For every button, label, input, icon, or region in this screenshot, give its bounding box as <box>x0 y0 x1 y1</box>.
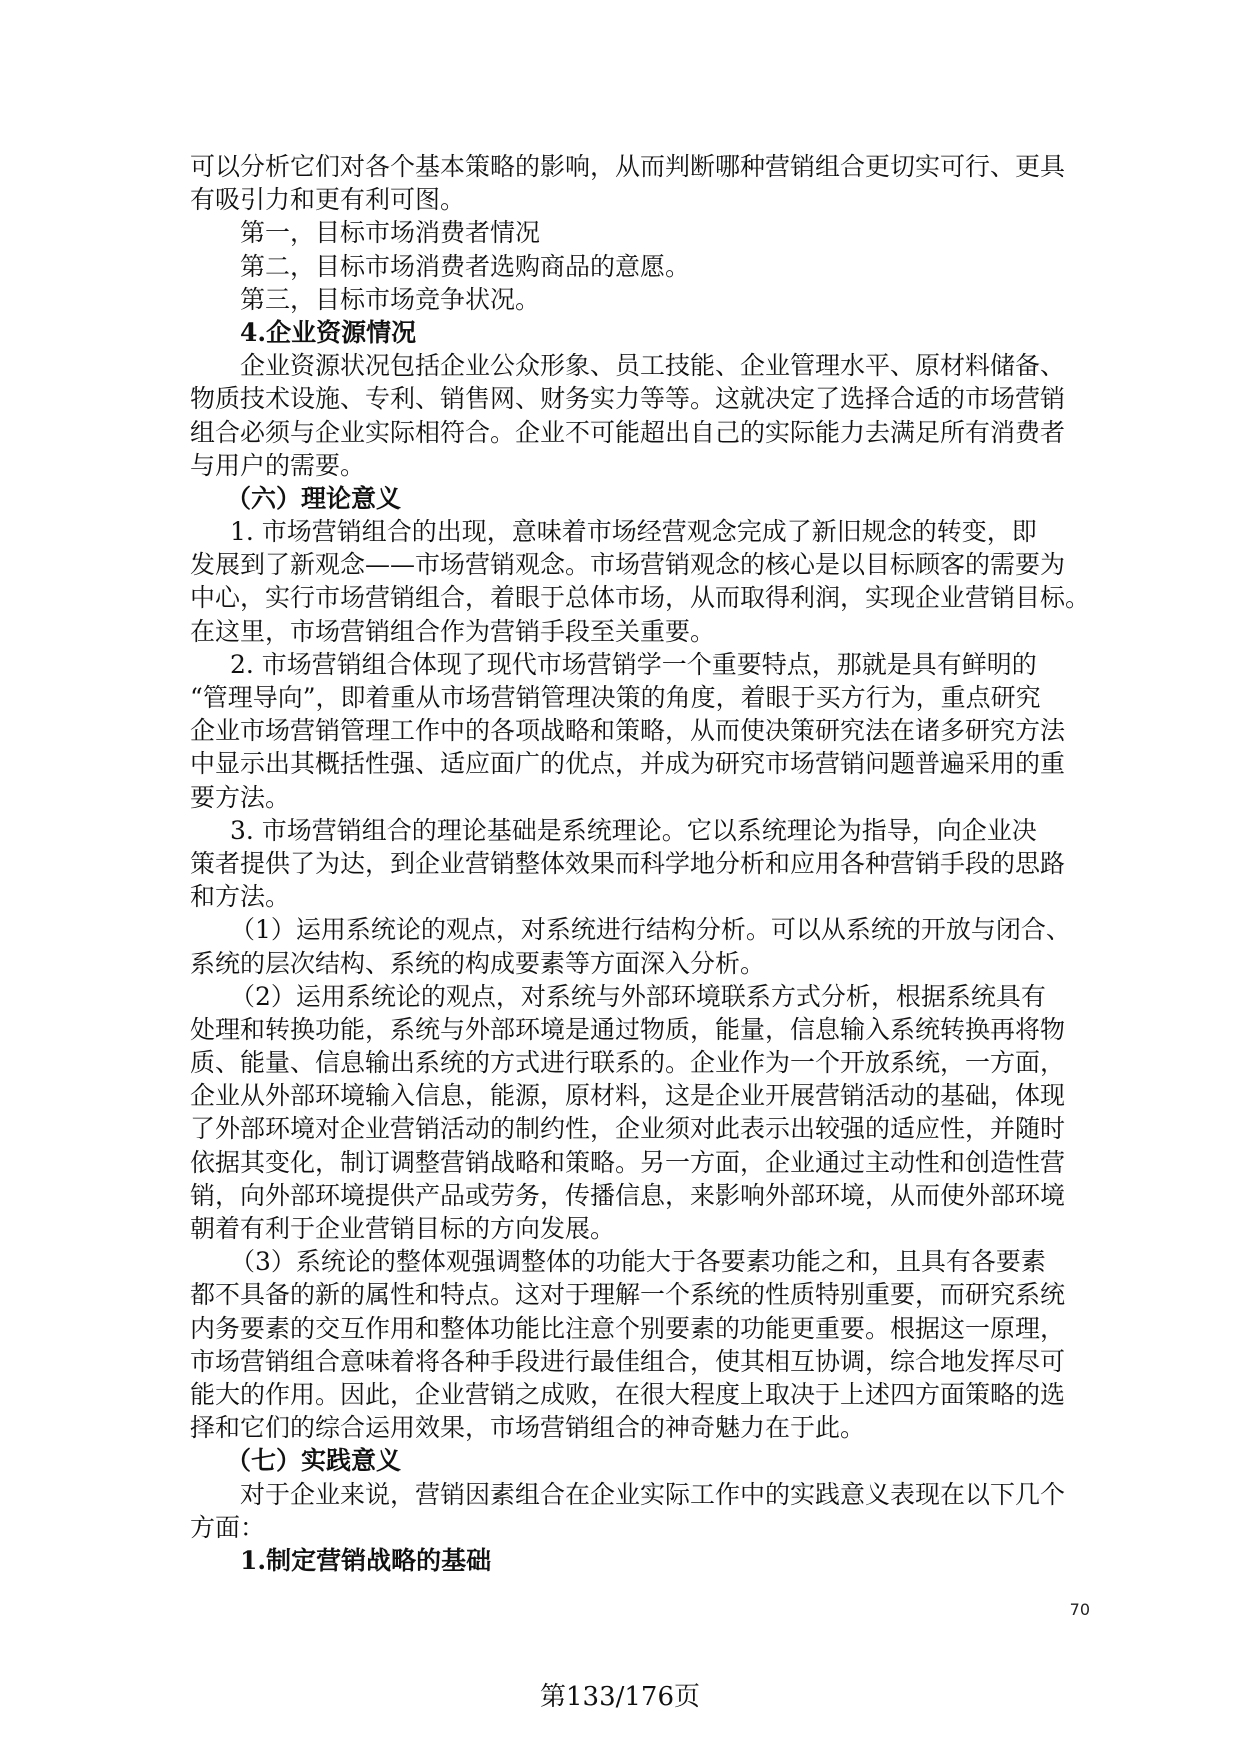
text-line: 与用户的需要。 <box>190 450 366 480</box>
text-line: 有吸引力和更有利可图。 <box>190 185 466 215</box>
text-line: 朝着有利于企业营销目标的方向发展。 <box>190 1214 616 1243</box>
text-line: “管理导向”，即着重从市场营销管理决策的角度，着眼于买方行为，重点研究 <box>190 683 1041 712</box>
text-line: 依据其变化，制订调整营销战略和策略。另一方面，企业通过主动性和创造性营 <box>190 1147 1066 1177</box>
text-line: （1）运用系统论的观点，对系统进行结构分析。可以从系统的开放与闭合、 <box>230 915 1071 945</box>
section-heading: （七）实践意义 <box>226 1446 402 1476</box>
text-line: 在这里，市场营销组合作为营销手段至关重要。 <box>190 616 716 646</box>
text-line: 中心，实行市场营销组合，着眼于总体市场，从而取得利润，实现企业营销目标。 <box>190 583 1091 613</box>
text-line: 组合必须与企业实际相符合。企业不可能超出自己的实际能力去满足所有消费者 <box>190 417 1066 447</box>
text-line: （3）系统论的整体观强调整体的功能大于各要素功能之和，且具有各要素 <box>230 1247 1046 1277</box>
document-body <box>190 150 1091 1577</box>
text-line: 内务要素的交互作用和整体功能比注意个别要素的功能更重要。根据这一原理， <box>190 1313 1066 1343</box>
text-line: 物质技术设施、专利、销售网、财务实力等等。这就决定了选择合适的市场营销 <box>190 384 1066 414</box>
text-line: 方面： <box>190 1512 266 1542</box>
page-footer: 第133/176页 <box>539 1682 700 1712</box>
list-item: 第一，目标市场消费者情况 <box>240 218 541 248</box>
text-line: 中显示出其概括性强、适应面广的优点，并成为研究市场营销问题普遍采用的重 <box>190 749 1066 779</box>
text-line: 处理和转换功能，系统与外部环境是通过物质，能量，信息输入系统转换再将物 <box>190 1014 1066 1044</box>
list-item: 第二，目标市场消费者选购商品的意愿。 <box>240 251 691 281</box>
section-heading: 4.企业资源情况 <box>240 317 417 347</box>
text-line: 择和它们的综合运用效果，市场营销组合的神奇魅力在于此。 <box>190 1413 866 1443</box>
text-line: 1. 市场营销组合的出现，意味着市场经营观念完成了新旧规念的转变，即 <box>230 517 1037 547</box>
text-line: 了外部环境对企业营销活动的制约性，企业须对此表示出较强的适应性，并随时 <box>190 1114 1066 1144</box>
text-line: 3. 市场营销组合的理论基础是系统理论。它以系统理论为指导，向企业决 <box>230 815 1037 845</box>
text-line: 企业市场营销管理工作中的各项战略和策略，从而使决策研究法在诸多研究方法 <box>190 716 1066 746</box>
text-line: 要方法。 <box>190 782 291 812</box>
text-line: 可以分析它们对各个基本策略的影响，从而判断哪种营销组合更切实可行、更具 <box>190 152 1066 181</box>
text-line: 发展到了新观念——市场营销观念。市场营销观念的核心是以目标顾客的需要为 <box>190 550 1066 580</box>
text-line: 市场营销组合意味着将各种手段进行最佳组合，使其相互协调，综合地发挥尽可 <box>190 1346 1066 1376</box>
page-number: 70 <box>1069 1600 1090 1619</box>
text-line: 策者提供了为达，到企业营销整体效果而科学地分析和应用各种营销手段的思路 <box>190 848 1066 878</box>
text-line: 能大的作用。因此，企业营销之成败，在很大程度上取决于上述四方面策略的选 <box>190 1379 1066 1409</box>
section-heading: 1.制定营销战略的基础 <box>240 1545 492 1575</box>
text-line: 质、能量、信息输出系统的方式进行联系的。企业作为一个开放系统，一方面， <box>190 1048 1066 1078</box>
text-line: 和方法。 <box>190 882 291 912</box>
text-line: （2）运用系统论的观点，对系统与外部环境联系方式分析，根据系统具有 <box>230 981 1046 1011</box>
text-line: 企业资源状况包括企业公众形象、员工技能、企业管理水平、原材料储备、 <box>240 351 1066 381</box>
text-line: 2. 市场营销组合体现了现代市场营销学一个重要特点，那就是具有鲜明的 <box>230 649 1037 679</box>
list-item: 第三，目标市场竞争状况。 <box>240 284 541 314</box>
text-line: 销，向外部环境提供产品或劳务，传播信息，来影响外部环境，从而使外部环境 <box>190 1180 1066 1210</box>
text-line: 企业从外部环境输入信息，能源，原材料，这是企业开展营销活动的基础，体现 <box>190 1081 1066 1111</box>
text-line: 对于企业来说，营销因素组合在企业实际工作中的实践意义表现在以下几个 <box>240 1479 1066 1509</box>
section-heading: （六）理论意义 <box>226 483 402 513</box>
text-line: 都不具备的新的属性和特点。这对于理解一个系统的性质特别重要，而研究系统 <box>190 1280 1066 1310</box>
text-line: 系统的层次结构、系统的构成要素等方面深入分析。 <box>190 948 766 978</box>
